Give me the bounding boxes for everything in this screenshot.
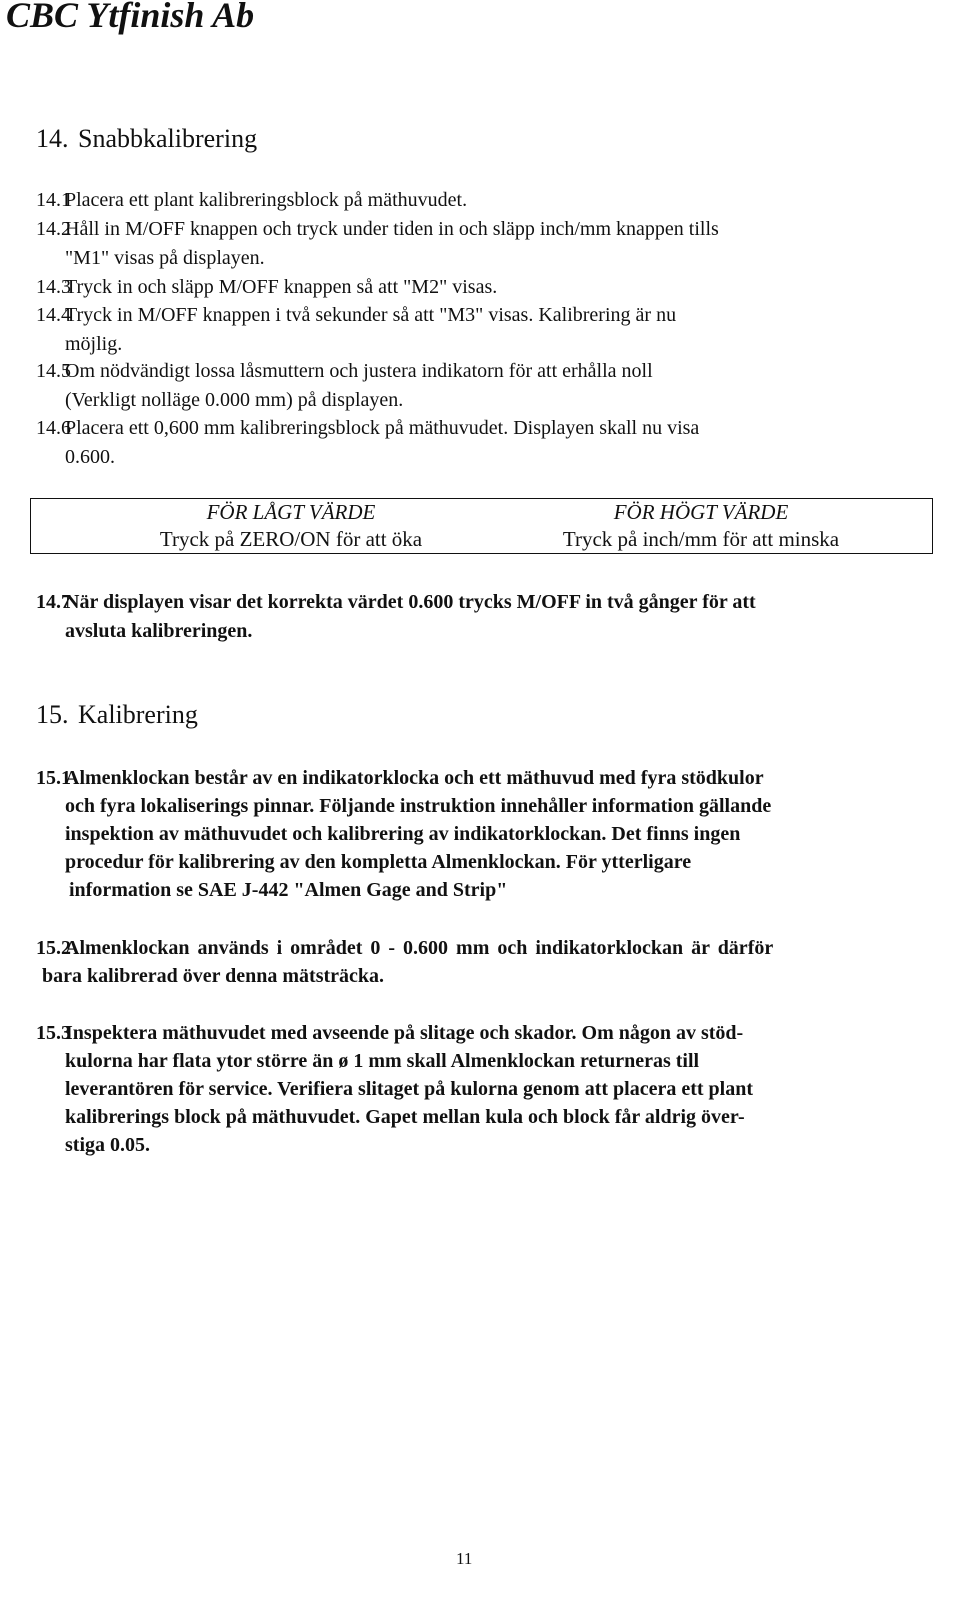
step-14-4 (36, 301, 946, 359)
paragraph-line: bara kalibrerad över denna mätsträcka. (42, 965, 385, 987)
paragraph-line: Inspektera mäthuvudet med avseende på slitage och skador. Om någon av stöd- (65, 1022, 744, 1044)
section-number: 14. (36, 124, 69, 153)
paragraph-line: inspektion av mäthuvudet och kalibrering av indikatorklockan. Det finns ingen (65, 823, 741, 845)
too-high-title: FÖR HÖGT VÄRDE (613, 500, 789, 524)
step-number: 14.1 (36, 189, 71, 211)
step-number: 14.3 (36, 276, 71, 298)
too-high-instruction: Tryck på inch/mm för att minska (562, 527, 840, 551)
company-name: CBC Ytfinish Ab (6, 0, 255, 35)
step-text-line: "M1" visas på displayen. (65, 247, 265, 269)
step-14-7 (36, 588, 946, 646)
paragraph-number: 15.1 (36, 767, 71, 789)
paragraph-15-2 (36, 934, 936, 990)
paragraph-line: kalibrerings block på mäthuvudet. Gapet mellan kula och block får aldrig över- (65, 1106, 745, 1128)
step-text-line: När displayen visar det korrekta värdet 0.600 trycks M/OFF in två gånger för att (65, 591, 756, 613)
page-number: 11 (456, 1549, 473, 1568)
step-14-6 (36, 414, 946, 472)
too-low-instruction: Tryck på ZERO/ON för att öka (159, 527, 423, 551)
section-title: Kalibrering (78, 700, 198, 729)
step-text-line: möjlig. (65, 333, 123, 355)
paragraph-line: leverantören för service. Verifiera slitaget på kulorna genom att placera ett plant (65, 1078, 754, 1100)
step-14-5 (36, 357, 946, 415)
step-14-3 (36, 273, 946, 302)
paragraph-15-1 (36, 764, 936, 904)
step-text-line: Om nödvändigt lossa låsmuttern och justera indikatorn för att erhålla noll (65, 360, 653, 382)
paragraph-line: Almenklockan består av en indikatorklocka och ett mäthuvud med fyra stödkulor (65, 767, 764, 789)
paragraph-line: och fyra lokaliserings pinnar. Följande instruktion innehåller information gällande (65, 795, 772, 817)
step-text-line: Placera ett 0,600 mm kalibreringsblock på mäthuvudet. Displayen skall nu visa (65, 417, 700, 439)
paragraph-line: Almenklockan används i området 0 - 0.600 mm och indikatorklockan är därför (65, 937, 774, 959)
step-text-line: Håll in M/OFF knappen och tryck under tiden in och släpp inch/mm knappen tills (65, 218, 719, 240)
step-14-2 (36, 215, 946, 273)
section-title: Snabbkalibrering (78, 124, 258, 153)
step-text-line: 0.600. (65, 446, 115, 468)
step-text-line: Tryck in M/OFF knappen i två sekunder så att "M3" visas. Kalibrering är nu (65, 304, 677, 326)
paragraph-number: 15.3 (36, 1022, 71, 1044)
too-high-column (511, 499, 891, 553)
paragraph-line: kulorna har flata ytor större än ø 1 mm skall Almenklockan returneras till (65, 1050, 700, 1072)
section-15-heading (36, 700, 198, 730)
adjustment-table (30, 498, 933, 554)
paragraph-number: 15.2 (36, 937, 71, 959)
paragraph-line: information se SAE J-442 "Almen Gage and Strip" (69, 879, 508, 901)
too-low-column (101, 499, 481, 553)
paragraph-line: stiga 0.05. (65, 1134, 150, 1156)
paragraph-line: procedur för kalibrering av den kompletta Almenklockan. För ytterligare (65, 851, 692, 873)
step-text-line: avsluta kalibreringen. (65, 620, 253, 642)
paragraph-15-3 (36, 1019, 936, 1159)
step-number: 14.2 (36, 218, 71, 240)
step-text-line: (Verkligt nolläge 0.000 mm) på displayen. (65, 389, 404, 411)
step-number: 14.6 (36, 417, 71, 439)
step-number: 14.7 (36, 591, 71, 613)
step-number: 14.5 (36, 360, 71, 382)
step-text-line: Placera ett plant kalibreringsblock på mäthuvudet. (65, 189, 468, 211)
section-14-heading (36, 124, 257, 154)
too-low-title: FÖR LÅGT VÄRDE (206, 500, 376, 524)
step-14-1 (36, 186, 946, 215)
step-text-line: Tryck in och släpp M/OFF knappen så att "M2" visas. (65, 276, 498, 298)
step-number: 14.4 (36, 304, 71, 326)
section-number: 15. (36, 700, 69, 729)
